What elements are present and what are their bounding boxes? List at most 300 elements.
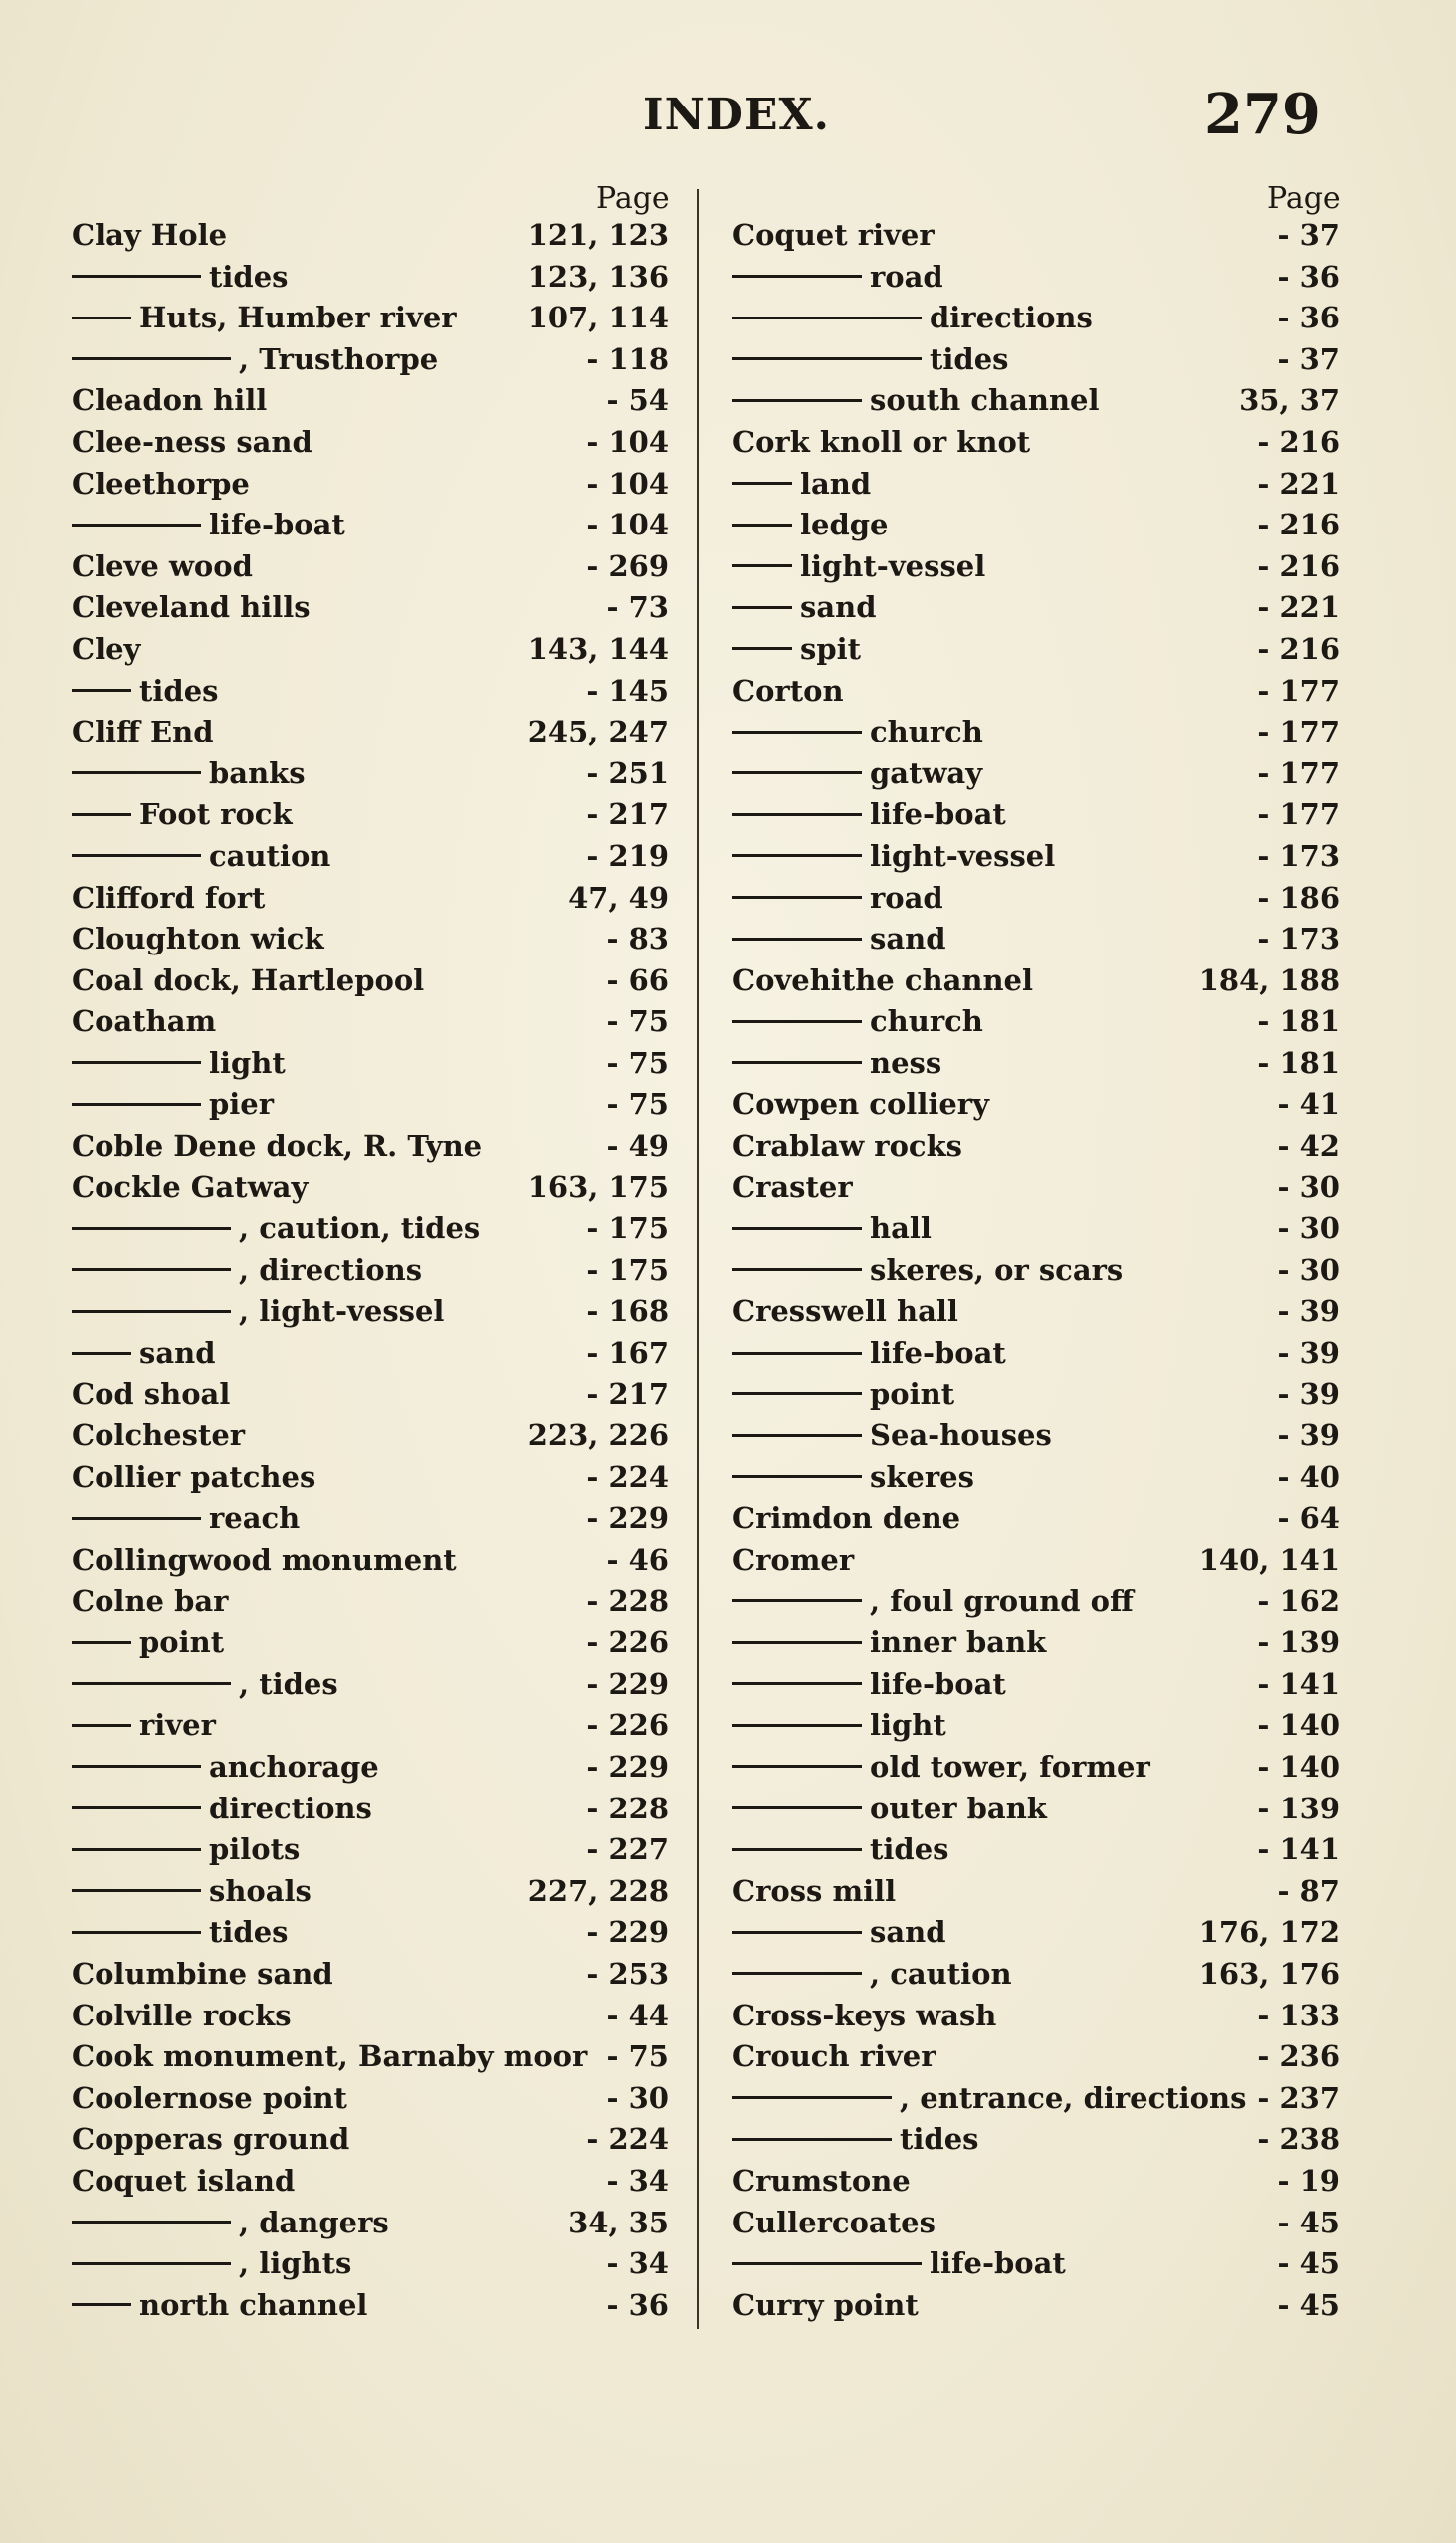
index-term-text: life-boat [870,797,1006,832]
index-term [72,1666,338,1702]
index-term [732,1377,954,1412]
repeat-dash [72,689,131,692]
index-term [732,673,844,709]
repeat-dash [72,1103,201,1106]
index-term [72,714,213,749]
index-term [732,1128,962,1164]
index-page-ref: - 41 [1277,1087,1340,1122]
index-term [72,382,267,418]
index-page-ref: - 75 [606,2039,669,2074]
index-term [732,1169,853,1205]
index-entry [72,1666,709,1708]
index-page-ref: - 236 [1257,2039,1340,2074]
index-page-ref: - 104 [586,508,669,542]
index-entry [72,259,709,301]
index-term-text: , foul ground off [870,1584,1134,1618]
index-term [72,1500,300,1536]
repeat-dash [732,1434,862,1437]
index-term [732,2163,911,2199]
index-entry [72,424,709,466]
index-entry [732,1584,1369,1625]
index-term-text: Coble Dene dock, R. Tyne [72,1129,483,1164]
index-term-text: , light-vessel [239,1294,445,1329]
index-term-text: church [870,715,983,749]
index-page-ref: 107, 114 [527,301,669,335]
index-entry [72,1749,709,1791]
index-term-text: Huts, Humber river [139,301,457,335]
index-entry [732,631,1369,673]
index-term [732,921,945,956]
repeat-dash [732,1352,862,1355]
index-entry [732,796,1369,838]
index-term-text: Cockle Gatway [72,1169,309,1204]
index-term-text: light [870,1708,946,1743]
index-term [732,880,943,916]
index-term [72,1542,457,1578]
index-page-ref: - 219 [586,838,669,873]
index-term [732,424,1030,460]
index-term-text: sand [139,1336,216,1371]
index-term [72,1169,308,1205]
index-term-text: , dangers [239,2205,389,2239]
index-term [72,1128,482,1164]
index-page-ref: - 140 [1257,1708,1340,1743]
index-entry [732,1914,1369,1956]
index-term [732,2038,936,2074]
repeat-dash [72,1931,201,1934]
index-term [732,631,861,667]
index-entry [732,2245,1369,2287]
repeat-dash [732,1682,862,1685]
index-page-ref: - 175 [586,1211,669,1246]
index-term [732,2121,978,2157]
index-entry [732,1417,1369,1459]
index-entry [732,962,1369,1004]
index-term-text: skeres, or scars [870,1252,1124,1287]
index-term-text: Crouch river [732,2039,936,2074]
index-term-text: Foot rock [139,797,293,832]
index-term [72,2163,295,2199]
repeat-dash [72,1806,201,1809]
index-term [72,673,218,709]
repeat-dash [72,1517,201,1520]
index-term [732,1791,1047,1826]
index-term-text: Clee-ness sand [72,424,312,459]
index-entry [732,1542,1369,1584]
index-term [72,341,438,377]
index-term [72,2205,389,2240]
repeat-dash [732,1806,862,1809]
index-term [732,507,888,542]
left-index-column [72,181,709,2328]
index-term-text: tides [900,2122,979,2157]
index-page-ref: 163, 176 [1198,1956,1340,1991]
index-page-ref: - 118 [586,341,669,376]
index-entry [72,1914,709,1956]
index-entry [732,673,1369,715]
index-page-ref: - 39 [1277,1377,1340,1411]
index-page-ref: - 104 [586,466,669,501]
index-entry [72,1045,709,1087]
left-column-header [72,181,709,217]
index-entry [72,466,709,508]
index-term-text: Cross mill [732,1873,897,1908]
repeat-dash [72,1889,201,1892]
index-entry [732,1293,1369,1335]
index-page-ref: - 251 [586,755,669,790]
index-term [732,1459,974,1495]
index-term [732,2205,936,2240]
index-page-ref: - 45 [1277,2205,1340,2239]
index-entry [72,382,709,424]
index-term-text: Cley [72,631,141,666]
index-page-ref: - 75 [606,1087,669,1122]
index-page-ref: 121, 123 [527,218,669,252]
index-page-ref: - 73 [606,590,669,625]
index-entry [732,1666,1369,1708]
index-term [732,217,935,253]
index-term [732,1914,945,1950]
index-entry [72,1791,709,1832]
index-entry [732,838,1369,880]
repeat-dash [732,606,792,609]
index-entry [732,2121,1369,2163]
index-term-text: banks [209,755,306,790]
index-term-text: tides [209,1915,289,1950]
index-page-ref: 245, 247 [527,715,669,749]
index-page-ref: - 30 [1277,1211,1340,1246]
repeat-dash [72,1682,231,1685]
index-term [732,962,1033,998]
index-entry [732,1624,1369,1666]
index-term-text: Coquet island [72,2163,296,2198]
index-page-ref: - 37 [1277,218,1340,252]
index-entry [732,1749,1369,1791]
index-term [732,2287,919,2323]
right-index-list [732,217,1369,2328]
index-page-ref: - 229 [586,1666,669,1701]
index-entry [72,880,709,922]
index-term [72,1210,480,1246]
index-page-ref: - 269 [586,548,669,583]
index-page-ref: - 177 [1257,797,1340,832]
index-entry [72,2038,709,2080]
index-term-text: river [139,1708,216,1743]
index-term-text: old tower, former [870,1749,1150,1784]
index-term [732,1293,958,1329]
index-term-text: life-boat [209,508,345,542]
index-term [732,259,943,295]
index-term-text: Cleadon hill [72,383,268,418]
index-page-ref: - 30 [1277,1252,1340,1287]
index-term [732,1252,1123,1288]
index-term [72,300,457,335]
index-term-text: Cook monument, Barnaby moor [72,2039,588,2074]
index-page-ref: - 177 [1257,755,1340,790]
index-entry [732,2205,1369,2246]
index-entry [732,424,1369,466]
repeat-dash [732,2262,922,2265]
index-term-text: , Trusthorpe [239,341,439,376]
index-term [72,1045,286,1081]
index-entry [732,382,1369,424]
index-entry [732,1210,1369,1252]
index-entry [72,1584,709,1625]
index-entry [72,1086,709,1128]
index-entry [72,755,709,797]
index-term-text: gatway [870,755,983,790]
index-term [732,1003,983,1039]
index-entry [732,466,1369,508]
index-term [732,2080,1246,2116]
index-page-ref: - 83 [606,922,669,956]
index-entry [72,300,709,341]
index-entry [72,1707,709,1749]
index-page-ref: 34, 35 [568,2205,669,2239]
index-term [732,1831,948,1867]
index-page-ref: - 37 [1277,341,1340,376]
repeat-dash [72,1352,131,1355]
index-entry [72,2121,709,2163]
index-page-ref: - 253 [586,1956,669,1991]
index-term-text: hall [870,1211,932,1246]
index-term-text: Coquet river [732,218,935,252]
index-entry [732,548,1369,590]
index-term-text: life-boat [870,1336,1006,1371]
index-page-ref: - 30 [1277,1169,1340,1204]
index-entry [732,1335,1369,1377]
index-term-text: Columbine sand [72,1956,333,1991]
repeat-dash [732,1724,862,1727]
index-term [72,1459,315,1495]
index-term [732,1873,896,1909]
index-term-text: , caution, tides [239,1211,481,1246]
index-term [72,1293,444,1329]
index-term [732,1417,1052,1453]
repeat-dash [732,1765,862,1768]
index-entry [732,1377,1369,1418]
repeat-dash [72,1724,131,1727]
index-term-text: Clay Hole [72,218,228,252]
index-term-text: , lights [239,2246,352,2281]
repeat-dash [732,524,792,527]
repeat-dash [732,647,792,650]
repeat-dash [72,771,201,774]
index-page-ref: 184, 188 [1198,962,1340,997]
index-entry [72,838,709,880]
index-term-text: tides [209,259,289,294]
index-page-ref: 143, 144 [527,631,669,666]
index-term [732,466,871,502]
index-page-ref: - 177 [1257,715,1340,749]
index-term-text: north channel [139,2287,368,2322]
index-entry [72,589,709,631]
index-term [732,1584,1134,1619]
index-term-text: church [870,1004,983,1039]
index-entry [72,507,709,548]
repeat-dash [72,2303,131,2306]
index-term-text: inner bank [870,1625,1047,1660]
index-entry [72,962,709,1004]
index-term [72,838,330,874]
index-term [72,2080,347,2116]
index-term-text: life-boat [870,1666,1006,1701]
index-entry [732,1045,1369,1087]
index-entry [732,217,1369,259]
index-term [72,2121,349,2157]
index-entry [72,2287,709,2329]
repeat-dash [732,854,862,857]
index-term [72,880,265,916]
index-term-text: directions [930,301,1093,335]
index-entry [732,1791,1369,1832]
index-term-text: pier [209,1087,275,1122]
index-page-ref: - 181 [1257,1045,1340,1080]
index-term [72,1417,245,1453]
repeat-dash [72,1310,231,1313]
index-page-ref: - 217 [586,1377,669,1411]
index-entry [732,1707,1369,1749]
index-entry [732,755,1369,797]
index-term-text: anchorage [209,1749,379,1784]
index-term-text: south channel [870,383,1100,418]
index-page-ref: - 226 [586,1625,669,1660]
index-page-ref: 223, 226 [527,1418,669,1453]
repeat-dash [72,1848,201,1851]
index-term [72,1873,312,1909]
index-term [72,631,140,667]
index-page-ref: - 238 [1257,2122,1340,2157]
index-term-text: Cleethorpe [72,466,250,501]
index-entry [732,2163,1369,2205]
repeat-dash [72,1268,231,1271]
repeat-dash [732,1931,862,1934]
index-entry [72,2080,709,2122]
index-entry [732,1128,1369,1169]
index-term-text: tides [930,341,1009,376]
repeat-dash [732,1268,862,1271]
index-page-ref: 47, 49 [568,880,669,915]
index-term-text: caution [209,838,331,873]
index-term [72,1749,379,1785]
index-term-text: life-boat [930,2246,1066,2281]
index-entry [72,1003,709,1045]
repeat-dash [72,275,201,278]
index-term-text: Colne bar [72,1584,229,1618]
index-entry [72,1500,709,1542]
index-entry [732,880,1369,922]
index-term-text: spit [800,631,862,666]
index-entry [72,714,709,755]
repeat-dash [732,275,862,278]
index-term-text: Colville rocks [72,1998,292,2032]
index-term-text: light-vessel [800,548,986,583]
index-entry [72,1831,709,1873]
index-term [732,714,983,749]
index-entry [72,2163,709,2205]
index-term-text: point [870,1377,955,1411]
index-term [732,548,985,584]
index-term [72,1003,216,1039]
repeat-dash [732,771,862,774]
page-number: 279 [1204,82,1321,147]
page-header [0,82,1456,151]
index-entry [72,2245,709,2287]
repeat-dash [72,524,201,527]
index-entry [732,300,1369,341]
index-term [72,2287,367,2323]
index-term [72,1377,230,1412]
index-page-ref: - 216 [1257,508,1340,542]
index-term [72,755,306,791]
repeat-dash [732,482,792,485]
index-term-text: Copperas ground [72,2122,350,2157]
index-entry [732,1956,1369,1998]
index-page-ref: - 54 [606,383,669,418]
index-term-text: Cleveland hills [72,590,311,625]
index-entry [732,2080,1369,2122]
index-page-ref: - 181 [1257,1004,1340,1039]
index-term-text: Cleve wood [72,548,253,583]
index-term [732,1500,960,1536]
repeat-dash [732,1641,862,1644]
index-term [732,1998,996,2033]
index-term-text: Cloughton wick [72,922,324,956]
page-title: INDEX. [643,90,830,140]
column-divider [697,189,699,2329]
index-term-text: Covehithe channel [732,962,1034,997]
index-page-ref: - 227 [586,1832,669,1867]
index-page-ref: - 133 [1257,1998,1340,2032]
index-page-ref: - 168 [586,1294,669,1329]
index-term-text: Cork knoll or knot [732,424,1031,459]
index-entry [72,548,709,590]
page-column-label: Page [596,181,670,216]
index-term-text: , caution [870,1956,1012,1991]
index-entry [732,589,1369,631]
index-term [72,1624,224,1660]
index-page-ref: - 229 [586,1749,669,1784]
index-term-text: pilots [209,1832,301,1867]
index-page-ref: - 39 [1277,1418,1340,1453]
index-term [72,548,253,584]
index-entry [72,1169,709,1211]
index-term [732,300,1093,335]
repeat-dash [732,564,792,567]
index-entry [732,2038,1369,2080]
index-page-ref: - 139 [1257,1791,1340,1825]
index-term-text: Cullercoates [732,2205,936,2239]
index-page-ref: - 141 [1257,1832,1340,1867]
index-entry [72,1873,709,1915]
repeat-dash [72,357,231,360]
index-term-text: Cowpen colliery [732,1087,989,1122]
index-term-text: , tides [239,1666,338,1701]
right-index-column [732,181,1369,2328]
repeat-dash [732,1972,862,1975]
index-page-ref: - 145 [586,673,669,708]
index-term [732,1335,1006,1371]
repeat-dash [72,854,201,857]
index-entry [732,1252,1369,1294]
index-page-ref: - 44 [606,1998,669,2032]
index-page-ref: - 173 [1257,922,1340,956]
index-entry [72,1210,709,1252]
index-term-text: Curry point [732,2287,919,2322]
index-entry [732,1873,1369,1915]
index-term [72,921,324,956]
index-page-ref: - 30 [606,2080,669,2115]
